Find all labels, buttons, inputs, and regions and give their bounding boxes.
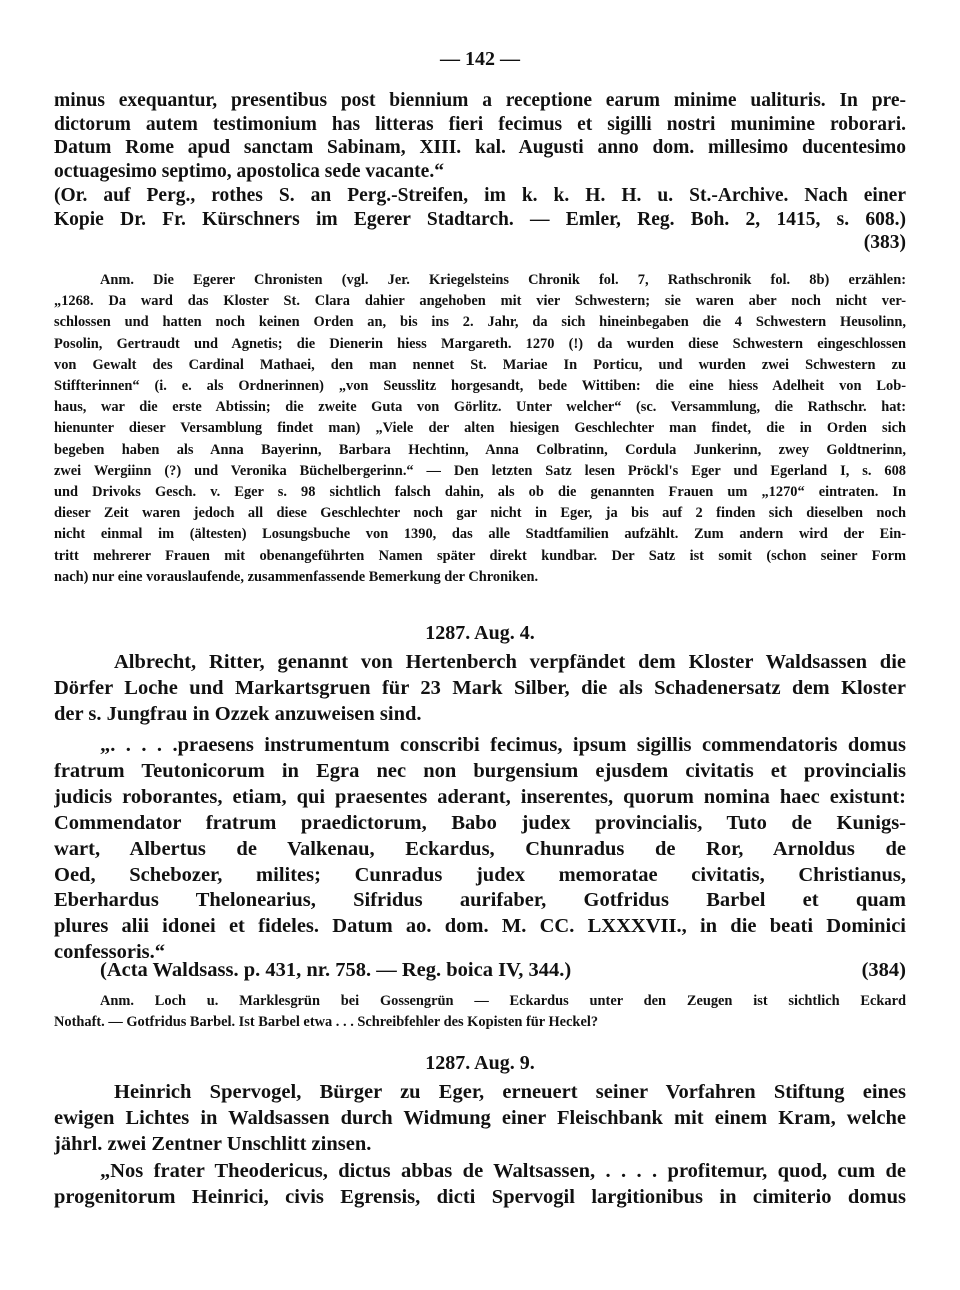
doc-385-summary bbox=[54, 1080, 906, 1158]
note-line: schlossen und hatten noch keinen Orden an, bis ins 2. Jahr, da sich hineinbegaben die 4 Schwestern Heusolinn, bbox=[54, 314, 906, 331]
text-line: fratrum Teutonicorum in Egra nec non burgensium ejusdem civitatis et provincialis bbox=[54, 759, 906, 782]
summary-line: der s. Jungfrau in Ozzek anzuweisen sind. bbox=[54, 702, 422, 725]
note-line: nach) nur eine vorauslaufende, zusammenfassende Bemerkung der Chroniken. bbox=[54, 568, 539, 585]
text-line: judicis roborantes, etiam, qui praesentes aderant, inserentes, quorum nomina haec existunt: bbox=[54, 785, 906, 808]
doc-383-note bbox=[54, 270, 906, 588]
page-number: — 142 — bbox=[440, 48, 520, 70]
doc-384-note bbox=[54, 991, 906, 1033]
doc-384-summary bbox=[54, 650, 906, 728]
note-line: begeben haben als Anna Bayerinn, Barbara Hechtinn, Anna Colbratinn, Cordula Junkerinn, zwey Goldtnerinn, bbox=[54, 441, 906, 458]
document-number: (384) bbox=[861, 959, 906, 981]
text-line: „. . . . .praesens instrumentum conscribi fecimus, ipsum sigillis commendatoris domus bbox=[100, 734, 906, 756]
summary-line: Dörfer Loche und Markartsgruen für 23 Mark Silber, die als Schadenersatz dem Kloster bbox=[54, 676, 906, 699]
note-line: haus, war die erste Abtissin; die zweite Guta von Görlitz. Unter welcher“ (sc. Versammlung, die Rathschr. hat: bbox=[54, 399, 906, 416]
doc-385-date: 1287. Aug. 9. bbox=[425, 1052, 535, 1074]
note-line: tritt mehrerer Frauen mit obenangeführten Namen später direkt kundbar. Der Satz ist somit (schon seiner Form bbox=[54, 547, 906, 564]
doc-385-text bbox=[54, 1159, 906, 1211]
doc-384-text bbox=[54, 733, 906, 966]
text-line: Commendator fratrum praedictorum, Babo judex provincialis, Tuto de Kunigs- bbox=[54, 811, 906, 834]
note-line: Posolin, Gertraudt und Agnetis; die Dienerin hiess Margareth. 1270 (!) da wurden diese Schwestern eingeschlossen bbox=[54, 335, 906, 352]
doc-384-date: 1287. Aug. 4. bbox=[425, 622, 535, 644]
text-line: plures alii idonei et fideles. Datum ao. dom. M. CC. LXXXVII., in die beati Dominici bbox=[54, 915, 906, 938]
text-line: confessoris.“ bbox=[54, 941, 166, 964]
note-line: zwei Wergiinn (?) und Veronika Büchelbergerinn.“ — Den letzten Satz lesen Pröckl's Eger und Egerland I, s. 608 bbox=[54, 462, 906, 479]
doc-383-text bbox=[54, 89, 906, 255]
note-line: Anm. Loch u. Marklesgrün bei Gossengrün — Eckardus unter den Zeugen ist sichtlich Eckard bbox=[100, 993, 906, 1009]
summary-line: Heinrich Spervogel, Bürger zu Eger, erneuert seiner Vorfahren Stiftung eines bbox=[114, 1081, 906, 1103]
note-line: von Gewalt des Cardinal Mathaei, den man nennet St. Mariae In Porticu, und wurden zwei Schwestern zu bbox=[54, 356, 906, 373]
text-line: minus exequantur, presentibus post biennium a receptione earum minime ualituris. In pre- bbox=[54, 90, 906, 111]
doc-384-source-row bbox=[54, 958, 906, 984]
note-line: nicht einmal im (ältesten) Losungsbuche von 1390, das alle Stadtfamilien aufzählt. Zum andern wird der Ein- bbox=[54, 526, 906, 543]
note-line: Anm. Die Egerer Chronisten (vgl. Jer. Kriegelsteins Chronik fol. 7, Rathschronik fol. 8b) erzählen: bbox=[100, 272, 906, 288]
source-line: Kopie Dr. Fr. Kürschners im Egerer Stadtarch. — Emler, Reg. Boh. 2, 1415, s. 608.) bbox=[54, 208, 906, 230]
source-line: (Acta Waldsass. p. 431, nr. 758. — Reg. boica IV, 344.) bbox=[100, 959, 572, 981]
text-line: Datum Rome apud sanctam Sabinam, XIII. kal. Augusti anno dom. millesimo ducentesimo bbox=[54, 137, 906, 159]
text-line: Oed, Schebozer, milites; Cunradus judex memoratae civitatis, Christianus, bbox=[54, 863, 906, 886]
note-line: Nothaft. — Gotfridus Barbel. Ist Barbel etwa . . . Schreibfehler des Kopisten für Heckel? bbox=[54, 1014, 599, 1031]
text-line: wart, Albertus de Valkenau, Eckardus, Chunradus de Ror, Arnoldus de bbox=[54, 837, 906, 860]
summary-line: jährl. zwei Zentner Unschlitt zinsen. bbox=[54, 1132, 372, 1155]
note-line: „1268. Da ward das Kloster St. Clara dahier angehoben mit vier Schwestern; sie waren aber noch nicht ver- bbox=[54, 293, 906, 310]
document-number: (383) bbox=[863, 232, 906, 254]
source-line: (Or. auf Perg., rothes S. an Perg.-Streifen, im k. k. H. H. u. St.-Archive. Nach einer bbox=[54, 184, 906, 206]
text-line: Eberhardus Thelonearius, Sifridus aurifaber, Gotfridus Barbel et quam bbox=[54, 889, 906, 912]
summary-line: Albrecht, Ritter, genannt von Hertenberch verpfändet dem Kloster Waldsassen die bbox=[114, 651, 906, 673]
note-line: hienunter dieser Versamblung findet man) „Viele der alten hiesigen Geschlechter man findet, die in Orden sich bbox=[54, 420, 906, 437]
text-line: „Nos frater Theodericus, dictus abbas de Waltsassen, . . . . profitemur, quod, cum de bbox=[100, 1160, 906, 1182]
summary-line: ewigen Lichtes in Waldsassen durch Widmung einer Fleischbank mit einem Kram, welche bbox=[54, 1106, 906, 1129]
text-line: octuagesimo septimo, apostolica sede vacante.“ bbox=[54, 161, 444, 183]
text-line: progenitorum Heinrici, civis Egrensis, dicti Spervogil largitionibus in cimiterio domus bbox=[54, 1185, 906, 1208]
note-line: und Drivoks Gesch. v. Eger s. 98 sichtlich falsch dahin, als ob die genannten Frauen um „1270“ eintraten. In bbox=[54, 484, 906, 501]
text-line: dictorum autem testimonium has litteras fieri fecimus et sigilli nostri munimine roborari. bbox=[54, 113, 906, 135]
note-line: dieser Zeit waren jedoch all diese Geschlechter noch gar nicht in Eger, ja bis auf 2 finden sich dieselben noch bbox=[54, 505, 906, 522]
note-line: Stiffterinnen“ (i. e. als Ordnerinnen) „von Seusslitz horgesandt, bede Wittiben: die eine hiess Adelheit von Lob- bbox=[54, 378, 906, 395]
